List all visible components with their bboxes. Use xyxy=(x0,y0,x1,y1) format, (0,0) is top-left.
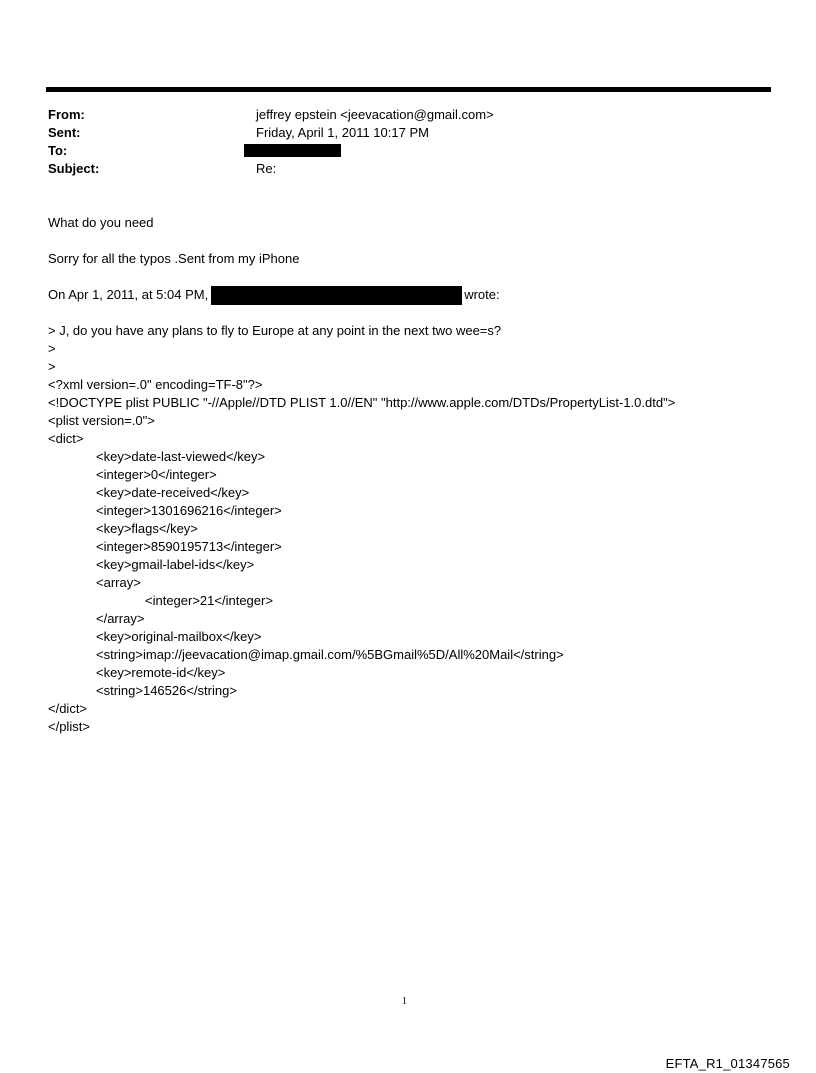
from-value: jeffrey epstein <jeevacation@gmail.com> xyxy=(256,107,494,122)
plist-line: <integer>8590195713</integer> xyxy=(96,539,282,554)
subject-row xyxy=(48,160,768,178)
plist-line: <integer>1301696216</integer> xyxy=(96,503,282,518)
plist-line: </dict> xyxy=(48,701,88,716)
plist-line: <string>imap://jeevacation@imap.gmail.com/%5BGmail%5D/All%20Mail</string> xyxy=(96,647,564,662)
plist-line: <plist version=.0"> xyxy=(48,413,155,428)
quote-line: > xyxy=(48,359,56,374)
plist-line: <key>original-mailbox</key> xyxy=(96,629,262,644)
body-line-need: What do you need xyxy=(48,215,154,230)
plist-line: <dict> xyxy=(48,431,84,446)
from-label: From: xyxy=(48,107,85,122)
quote-line: > xyxy=(48,341,56,356)
wrote-prefix: On Apr 1, 2011, at 5:04 PM, xyxy=(48,287,209,302)
plist-line: <?xml version=.0" encoding=TF-8"?> xyxy=(48,377,263,392)
wrote-suffix: wrote: xyxy=(464,287,500,302)
plist-line: <integer>21</integer> xyxy=(145,593,273,608)
document-id: EFTA_R1_01347565 xyxy=(665,1056,790,1071)
plist-line: <integer>0</integer> xyxy=(96,467,217,482)
subject-value: Re: xyxy=(256,161,277,176)
sender-redaction xyxy=(211,286,462,305)
plist-line: <array> xyxy=(96,575,141,590)
to-row xyxy=(48,142,768,160)
to-label: To: xyxy=(48,143,68,158)
plist-line: <key>remote-id</key> xyxy=(96,665,226,680)
plist-line: <!DOCTYPE plist PUBLIC "-//Apple//DTD PLIST 1.0//EN" "http://www.apple.com/DTDs/PropertyList-1.0.dtd"> xyxy=(48,395,676,410)
to-redaction xyxy=(244,144,341,157)
plist-line: <key>date-received</key> xyxy=(96,485,250,500)
sent-label: Sent: xyxy=(48,125,81,140)
email-body xyxy=(48,214,778,736)
subject-label: Subject: xyxy=(48,161,100,176)
plist-line: <string>146526</string> xyxy=(96,683,237,698)
page-number: 1 xyxy=(402,996,407,1007)
header-rule xyxy=(46,87,771,92)
sent-row xyxy=(48,124,768,142)
email-header xyxy=(48,106,768,178)
wrote-line xyxy=(48,286,778,304)
quote-line: > J, do you have any plans to fly to Europe at any point in the next two wee=s? xyxy=(48,323,502,338)
from-row xyxy=(48,106,768,124)
plist-line: <key>flags</key> xyxy=(96,521,198,536)
plist-line: </plist> xyxy=(48,719,90,734)
sent-value: Friday, April 1, 2011 10:17 PM xyxy=(256,125,429,140)
body-line-iphone: Sorry for all the typos .Sent from my iPhone xyxy=(48,251,300,266)
plist-line: <key>gmail-label-ids</key> xyxy=(96,557,255,572)
plist-line: </array> xyxy=(96,611,145,626)
plist-line: <key>date-last-viewed</key> xyxy=(96,449,266,464)
